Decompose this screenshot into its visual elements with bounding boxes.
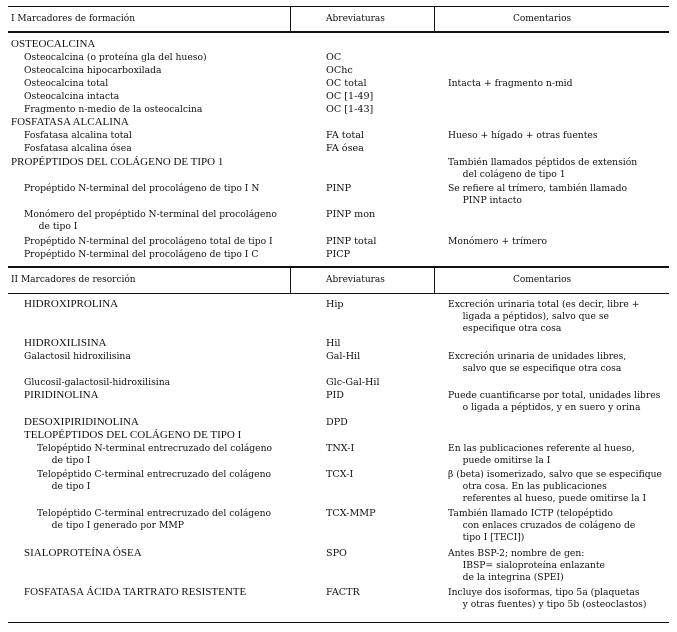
row-tnx-i: Telopéptido N-terminal entrecruzado del colágeno de tipo I xyxy=(37,443,273,466)
row-fosfatasa-alcalina-osea: Fosfatasa alcalina ósea xyxy=(24,143,132,154)
abbr-glc-gal-hil: Glc-Gal-Hil xyxy=(326,377,380,388)
abbr-dpd: DPD xyxy=(326,417,348,428)
comment-tcx-mmp: También llamado ICTP (telopéptido con enlaces cruzados de colágeno de tipo I [TECI]) xyxy=(448,508,636,543)
abbr-pid: PID xyxy=(326,390,344,401)
bottom-rule xyxy=(8,622,669,623)
header2-divider-b xyxy=(434,267,435,294)
row-osteocalcina-intacta: Osteocalcina intacta xyxy=(24,91,120,102)
header1-divider-b xyxy=(434,6,435,32)
abbr-tcx-i: TCX-I xyxy=(326,469,354,480)
abbr-pinp-mon: PINP mon xyxy=(326,209,376,220)
comment-pinp: Se refiere al trímero, también llamado PINP intacto xyxy=(448,183,627,206)
comment-tnx-i: En las publicaciones referente al hueso, puede omitirse la I xyxy=(448,443,635,466)
row-pinp-mon: Monómero del propéptido N-terminal del procolágeno de tipo I xyxy=(24,209,277,232)
header2-divider-a xyxy=(290,267,291,294)
row-desoxipiridinolina: DESOXIPIRIDINOLINA xyxy=(24,416,139,428)
row-propeptidos-colageno: PROPÉPTIDOS DEL COLÁGENO DE TIPO 1 xyxy=(11,156,224,168)
abbr-oc-1-49: OC [1-49] xyxy=(326,91,374,102)
row-hidroxilisina: HIDROXILISINA xyxy=(24,337,107,349)
abbr-hil: Hil xyxy=(326,338,341,349)
abbr-oc-total: OC total xyxy=(326,78,367,89)
abbr-tnx-i: TNX-I xyxy=(326,443,355,454)
comment-gal-hil: Excreción urinaria de unidades libres, salvo que se especifique otra cosa xyxy=(448,351,627,374)
comment-hip: Excreción urinaria total (es decir, libre + ligada a péptidos), salvo que se especifique otra cosa xyxy=(448,299,640,334)
header1-col-comments: Comentarios xyxy=(513,14,572,24)
abbr-ochc: OChc xyxy=(326,65,353,76)
header2-bottom-rule xyxy=(8,293,669,294)
comment-tcx-i: β (beta) isomerizado, salvo que se especifique otra cosa. En las publicaciones referentes al hueso, puede omitirse la I xyxy=(448,469,662,504)
abbr-factr: FACTR xyxy=(326,587,360,598)
header2-col-marker: II Marcadores de resorción xyxy=(11,275,136,285)
row-glucosil-galactosil: Glucosil-galactosil-hidroxilisina xyxy=(24,377,171,388)
row-piridinolina: PIRIDINOLINA xyxy=(24,389,99,401)
section2-top-rule xyxy=(8,266,669,268)
row-fosfatasa-alcalina: FOSFATASA ALCALINA xyxy=(11,116,129,128)
row-picp: Propéptido N-terminal del procolágeno de tipo I C xyxy=(24,249,259,260)
comment-pid: Puede cuantificarse por total, unidades libres o ligada a péptidos, y en suero y orina xyxy=(448,390,661,413)
row-pinp-total: Propéptido N-terminal del procolágeno total de tipo I xyxy=(24,236,273,247)
comment-spo: Antes BSP-2; nombre de gen: IBSP= sialoproteína enlazante de la integrina (SPEI) xyxy=(448,548,605,583)
comment-oc-total: Intacta + fragmento n-mid xyxy=(448,78,573,89)
header1-divider-a xyxy=(290,6,291,32)
row-fosfatasa-acida: FOSFATASA ÁCIDA TARTRATO RESISTENTE xyxy=(24,586,247,598)
row-sialoproteina-osea: SIALOPROTEÍNA ÓSEA xyxy=(24,547,142,559)
row-pinp: Propéptido N-terminal del procolágeno de tipo I N xyxy=(24,183,260,194)
comment-fa-total: Hueso + hígado + otras fuentes xyxy=(448,130,598,141)
row-telopeptidos: TELOPÉPTIDOS DEL COLÁGENO DE TIPO I xyxy=(24,429,242,441)
top-rule xyxy=(8,6,669,7)
row-tcx-mmp: Telopéptido C-terminal entrecruzado del colágeno de tipo I generado por MMP xyxy=(37,508,272,531)
abbr-pinp: PINP xyxy=(326,183,352,194)
abbr-oc-1-43: OC [1-43] xyxy=(326,104,374,115)
comment-pinp-total: Monómero + trímero xyxy=(448,236,548,247)
header1-col-abbr: Abreviaturas xyxy=(326,14,385,24)
header2-col-abbr: Abreviaturas xyxy=(326,275,385,285)
header2-col-comments: Comentarios xyxy=(513,275,572,285)
abbr-hip: Hip xyxy=(326,299,344,310)
abbr-spo: SPO xyxy=(326,548,347,559)
abbr-pinp-total: PINP total xyxy=(326,236,377,247)
row-galactosil-hidroxilisina: Galactosil hidroxilisina xyxy=(24,351,131,362)
header1-col-marker: I Marcadores de formación xyxy=(11,14,136,24)
abbr-fa-osea: FA ósea xyxy=(326,143,364,154)
row-tcx-i: Telopéptido C-terminal entrecruzado del colágeno de tipo I xyxy=(37,469,272,492)
header1-bottom-rule xyxy=(8,31,669,33)
row-osteocalcina-total: Osteocalcina total xyxy=(24,78,109,89)
row-fosfatasa-alcalina-total: Fosfatasa alcalina total xyxy=(24,130,132,141)
row-osteocalcina: OSTEOCALCINA xyxy=(11,38,96,50)
abbr-picp: PICP xyxy=(326,249,351,260)
row-hidroxiprolina: HIDROXIPROLINA xyxy=(24,298,119,310)
comment-propeptidos: También llamados péptidos de extensión del colágeno de tipo 1 xyxy=(448,157,638,180)
abbr-gal-hil: Gal-Hil xyxy=(326,351,361,362)
row-osteocalcina-gla: Osteocalcina (o proteína gla del hueso) xyxy=(24,52,207,63)
row-fragmento-n-medio: Fragmento n-medio de la osteocalcina xyxy=(24,104,203,115)
comment-factr: Incluye dos isoformas, tipo 5a (plaquetas y otras fuentes) y tipo 5b (osteoclastos) xyxy=(448,587,647,610)
abbr-tcx-mmp: TCX-MMP xyxy=(326,508,376,519)
abbr-oc: OC xyxy=(326,52,342,63)
row-osteocalcina-hipocarboxilada: Osteocalcina hipocarboxilada xyxy=(24,65,162,76)
abbr-fa-total: FA total xyxy=(326,130,365,141)
